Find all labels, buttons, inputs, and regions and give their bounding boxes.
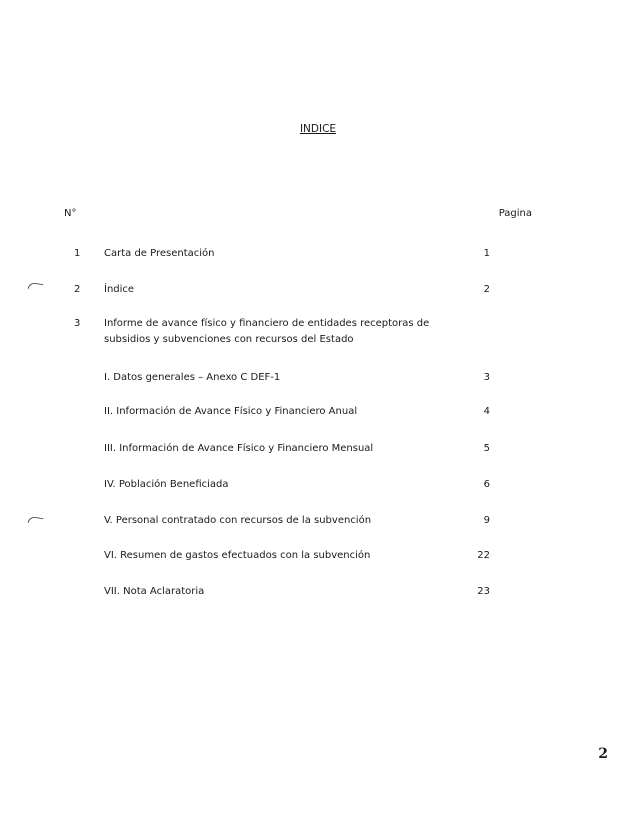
entry-page: 6 — [483, 479, 490, 490]
index-entry — [0, 246, 638, 262]
entry-number: 3 — [74, 318, 81, 329]
entry-text: VI. Resumen de gastos efectuados con la subvención — [104, 550, 371, 561]
index-entry — [0, 316, 638, 350]
entry-text: VII. Nota Aclaratoria — [104, 586, 205, 597]
index-entry — [0, 370, 638, 386]
entry-page: 9 — [483, 515, 490, 526]
entry-page: 3 — [483, 372, 490, 383]
index-entry — [0, 404, 638, 420]
entry-text: I. Datos generales – Anexo C DEF-1 — [104, 372, 281, 383]
entry-number: 1 — [74, 248, 81, 259]
page-number: 2 — [598, 746, 608, 762]
entry-text: Carta de Presentación — [104, 248, 215, 259]
index-title: INDICE — [299, 123, 337, 135]
column-header-page: Pagina — [498, 208, 532, 219]
entry-text: III. Información de Avance Físico y Financiero Mensual — [104, 443, 374, 454]
index-entry — [0, 584, 638, 600]
entry-page: 2 — [483, 284, 490, 295]
index-entry — [0, 441, 638, 457]
column-header-number: N° — [64, 208, 77, 219]
entry-text: IV. Población Beneficiada — [104, 479, 229, 490]
entry-text: V. Personal contratado con recursos de la subvención — [104, 515, 372, 526]
entry-text: II. Información de Avance Físico y Financiero Anual — [104, 406, 358, 417]
index-entry — [0, 548, 638, 564]
entry-page: 23 — [477, 586, 490, 597]
index-entry — [0, 477, 638, 493]
entry-page: 1 — [483, 248, 490, 259]
entry-page: 4 — [483, 406, 490, 417]
entry-text: Índice — [104, 284, 135, 295]
index-entry — [0, 513, 638, 529]
entry-page: 5 — [483, 443, 490, 454]
entry-text: Informe de avance físico y financiero de entidades receptoras de subsidios y subvenciones con recursos del Estado — [104, 318, 430, 345]
index-entry — [0, 282, 638, 298]
entry-number: 2 — [74, 284, 81, 295]
entry-page: 22 — [477, 550, 490, 561]
